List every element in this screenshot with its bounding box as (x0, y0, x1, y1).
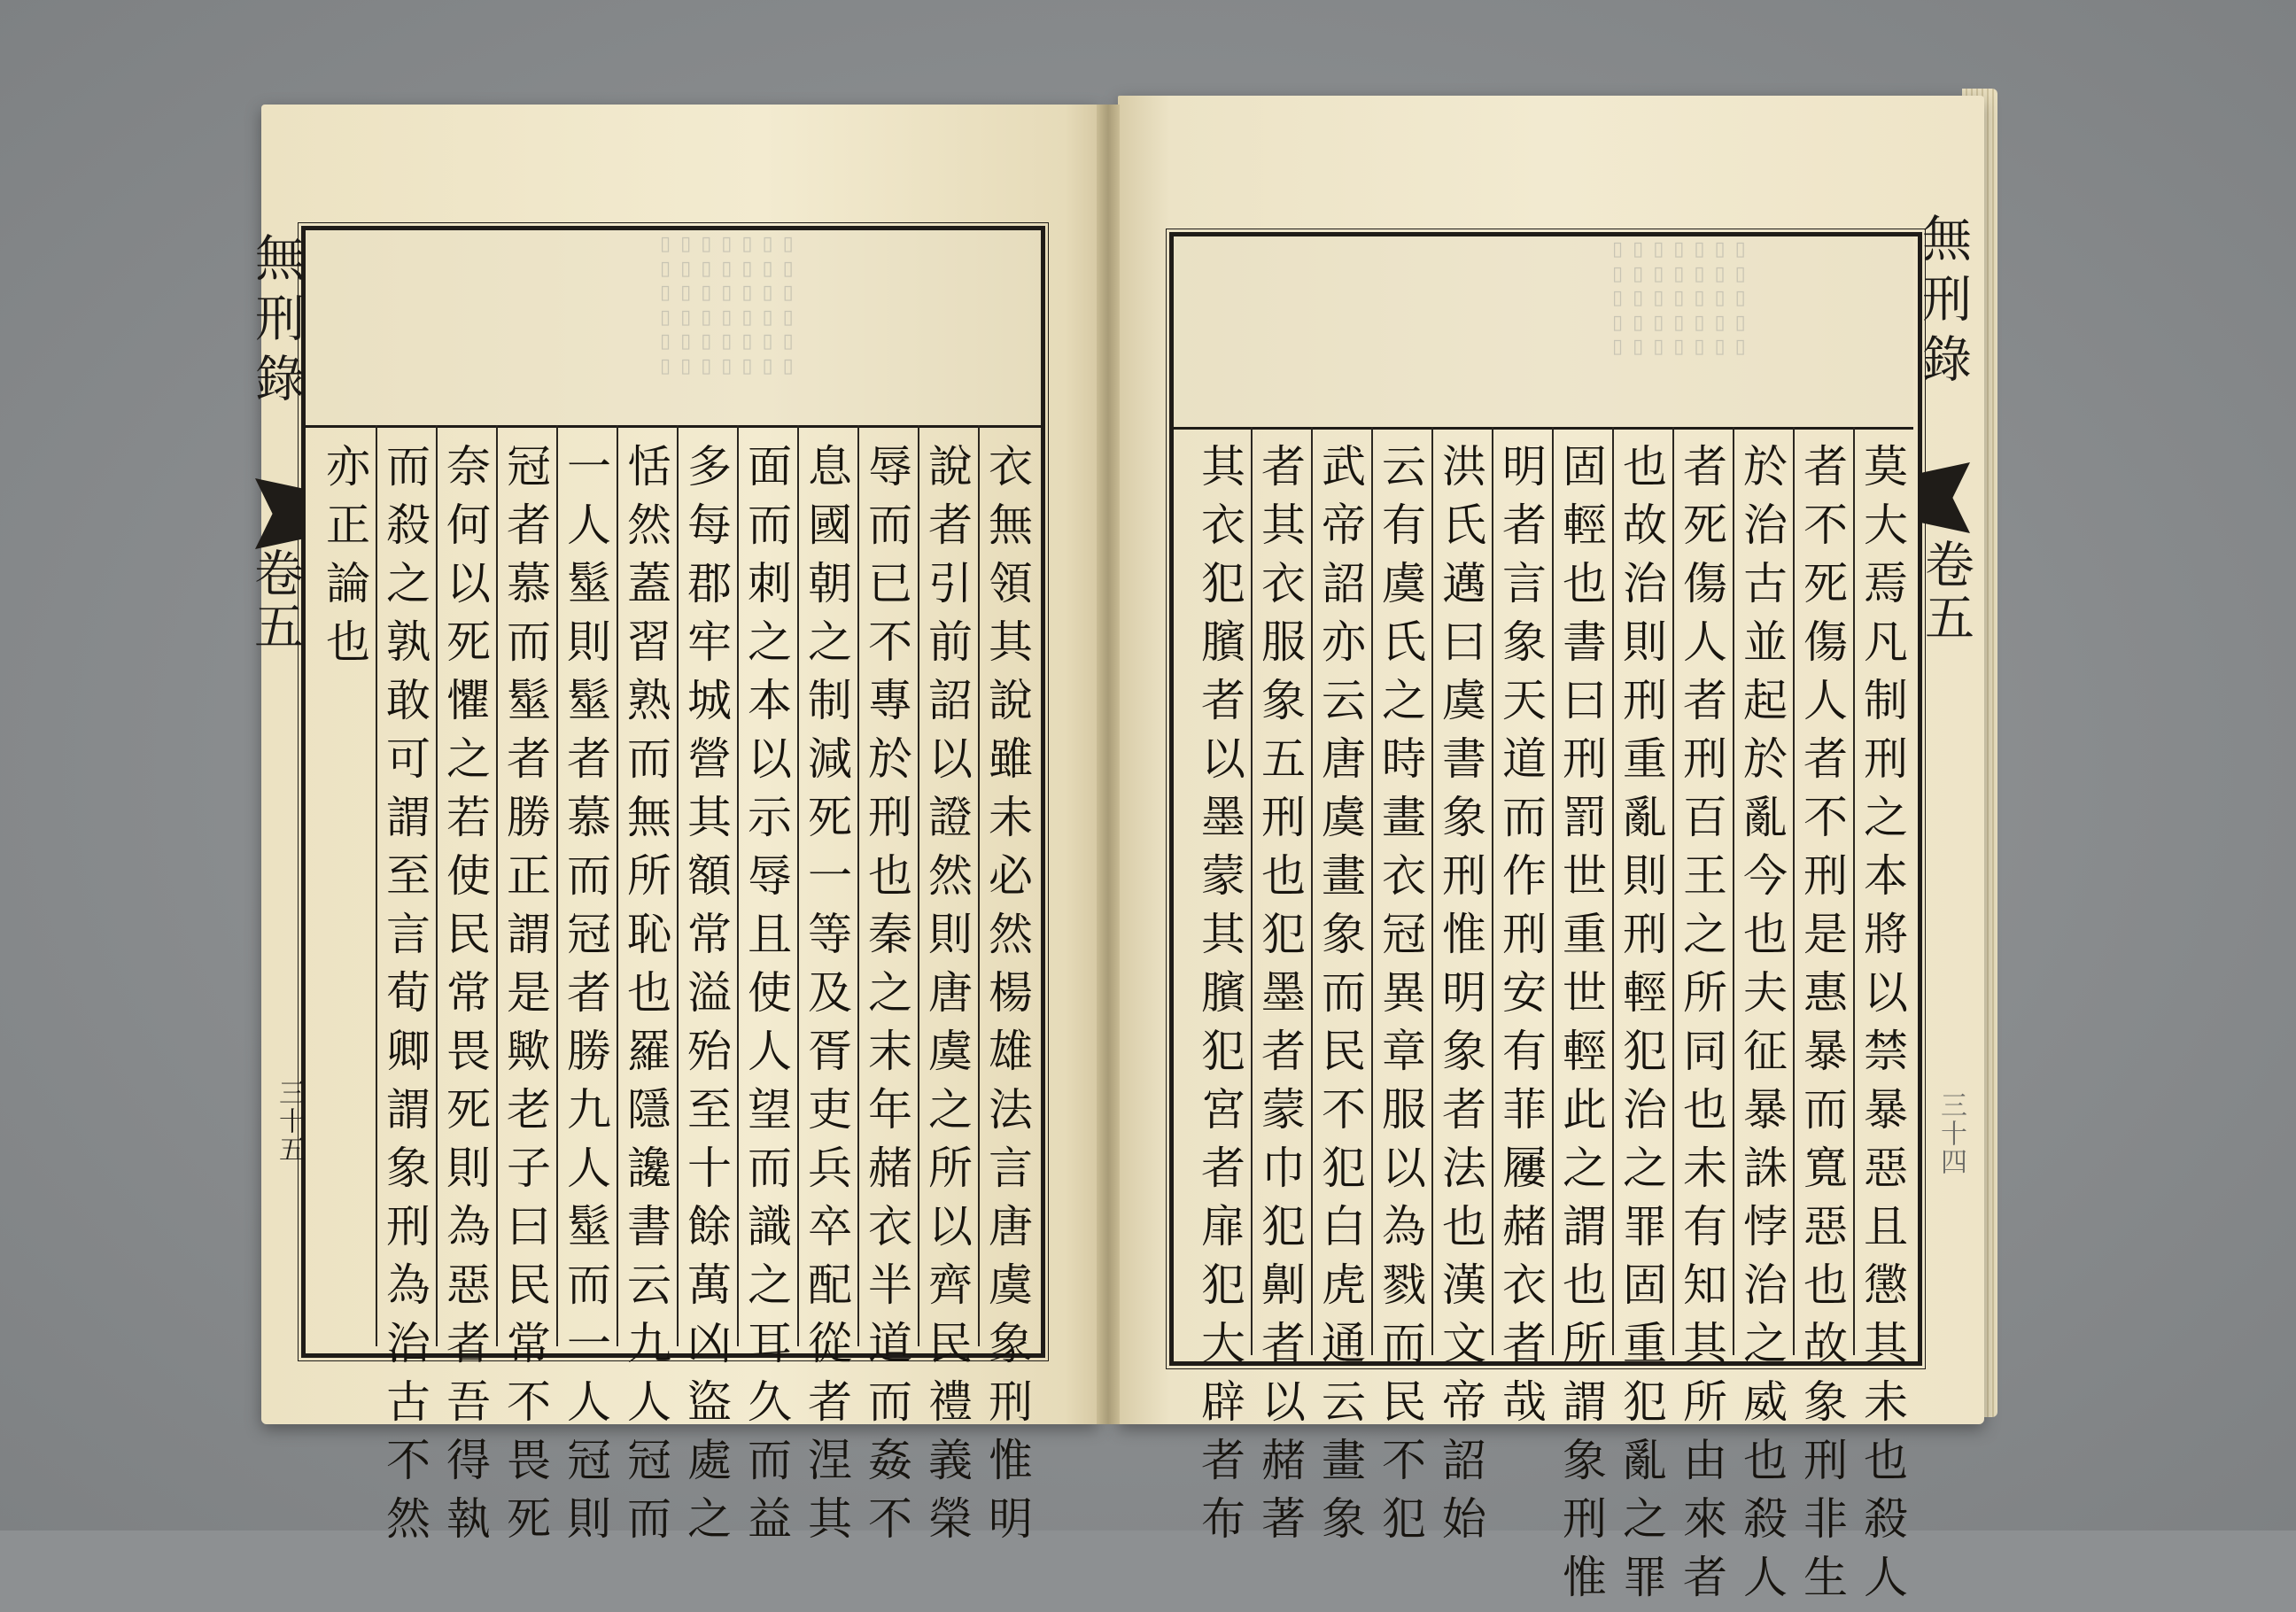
text-column: 面而刺之本以示辱且使人望而識之耳久而益 (741, 443, 792, 1554)
show-through-text-right: ▯ ▯ ▯ ▯ ▯ ▯ ▯ ▯ ▯ ▯ ▯ ▯ ▯ ▯ ▯ ▯ ▯ ▯ ▯ ▯ ▯ ▯ ▯ ▯ ▯ ▯ ▯ ▯ ▯ ▯ ▯ ▯ ▯ ▯ ▯ (1612, 238, 1748, 358)
column-rule (918, 425, 919, 1346)
text-column: 說者引前詔以證然則唐虞之所以齊民禮義榮 (921, 443, 973, 1554)
text-column: 固輕也書曰刑罰世重世輕此之謂也所謂象刑惟 (1555, 443, 1607, 1612)
text-column: 也故治則刑重亂則刑輕犯治之罪固重犯亂之罪 (1616, 443, 1667, 1612)
text-column: 武帝詔亦云唐虞畫象而民不犯白虎通云畫象 (1315, 443, 1366, 1554)
column-rule (1672, 427, 1674, 1355)
column-rule (556, 425, 558, 1346)
text-column: 衣無領其說雖未必然楊雄法言唐虞象刑惟明 (981, 443, 1033, 1554)
column-rule (496, 425, 498, 1346)
column-rule (857, 425, 859, 1346)
text-column: 辱而已不專於刑也秦之末年赭衣半道而姦不 (861, 443, 912, 1554)
text-column: 多每郡牢城營其額常溢殆至十餘萬凶盜處之 (680, 443, 732, 1554)
column-rule (617, 425, 618, 1346)
text-column: 者其衣服象五刑也犯墨者蒙巾犯劓者以赭著 (1254, 443, 1306, 1554)
text-column: 一人髽則髽者慕而冠者勝九人髽而一人冠則 (560, 443, 611, 1554)
column-rule (1492, 427, 1493, 1355)
column-rule (677, 425, 679, 1346)
page-number-right: 三十四 (1935, 1091, 1966, 1176)
column-rule (1371, 427, 1373, 1355)
text-column: 而殺之孰敢可謂至言荀卿謂象刑為治古不然 (379, 443, 430, 1554)
column-rule (1552, 427, 1554, 1355)
text-column: 云有虞氏之時畫衣冠異章服以為戮而民不犯 (1375, 443, 1426, 1554)
column-rule (1793, 427, 1795, 1355)
text-column: 亦正論也 (319, 443, 370, 677)
column-rule (1853, 427, 1855, 1355)
text-column: 莫大焉凡制刑之本將以禁暴惡且懲其未也殺人 (1857, 443, 1908, 1612)
page-number-left: 三十五 (274, 1079, 305, 1164)
text-column: 洪氏邁曰虞書象刑惟明象者法也漢文帝詔始 (1435, 443, 1486, 1554)
column-rule (737, 425, 739, 1346)
text-column: 者不死傷人者不刑是惠暴而寬惡也故象刑非生 (1796, 443, 1848, 1612)
column-rule (1612, 427, 1614, 1355)
text-column: 恬然蓋習熟而無所恥也羅隱讒書云九人冠而 (620, 443, 671, 1554)
show-through-text-left: ▯ ▯ ▯ ▯ ▯ ▯ ▯ ▯ ▯ ▯ ▯ ▯ ▯ ▯ ▯ ▯ ▯ ▯ ▯ ▯ ▯ ▯ ▯ ▯ ▯ ▯ ▯ ▯ ▯ ▯ ▯ ▯ ▯ ▯ ▯ ▯ ▯ ▯ ▯ ▯ ▯ ▯ (660, 233, 795, 377)
column-rule (436, 425, 438, 1346)
text-column: 明者言象天道而作刑安有菲屨赭衣者哉 (1495, 443, 1547, 1437)
column-rule (376, 425, 377, 1346)
text-column: 其衣犯臏者以墨蒙其臏犯宮者扉犯大辟者布 (1194, 443, 1245, 1554)
column-rule (1733, 427, 1734, 1355)
volume-label-right: 卷五 (1917, 539, 1974, 645)
text-column: 息國朝之制減死一等及胥吏兵卒配從者涅其 (801, 443, 852, 1554)
text-column: 奈何以死懼之若使民常畏死則為惡者吾得執 (439, 443, 491, 1554)
text-column: 於治古並起於亂今也夫征暴誅悖治之威也殺人 (1736, 443, 1788, 1612)
volume-label-left: 卷五 (246, 547, 304, 654)
text-column: 者死傷人者刑百王之所同也未有知其所由來者 (1676, 443, 1727, 1612)
column-rule (1251, 427, 1253, 1355)
column-rule (978, 425, 980, 1346)
column-rule (1431, 427, 1433, 1355)
book-title-right: 無刑錄 (1914, 213, 1972, 393)
book-title-left: 無刑錄 (247, 232, 305, 413)
column-rule (1311, 427, 1313, 1355)
text-column: 冠者慕而髽者勝正謂是歟老子曰民常不畏死 (500, 443, 551, 1554)
column-rule (797, 425, 799, 1346)
book-gutter (1097, 105, 1120, 1424)
